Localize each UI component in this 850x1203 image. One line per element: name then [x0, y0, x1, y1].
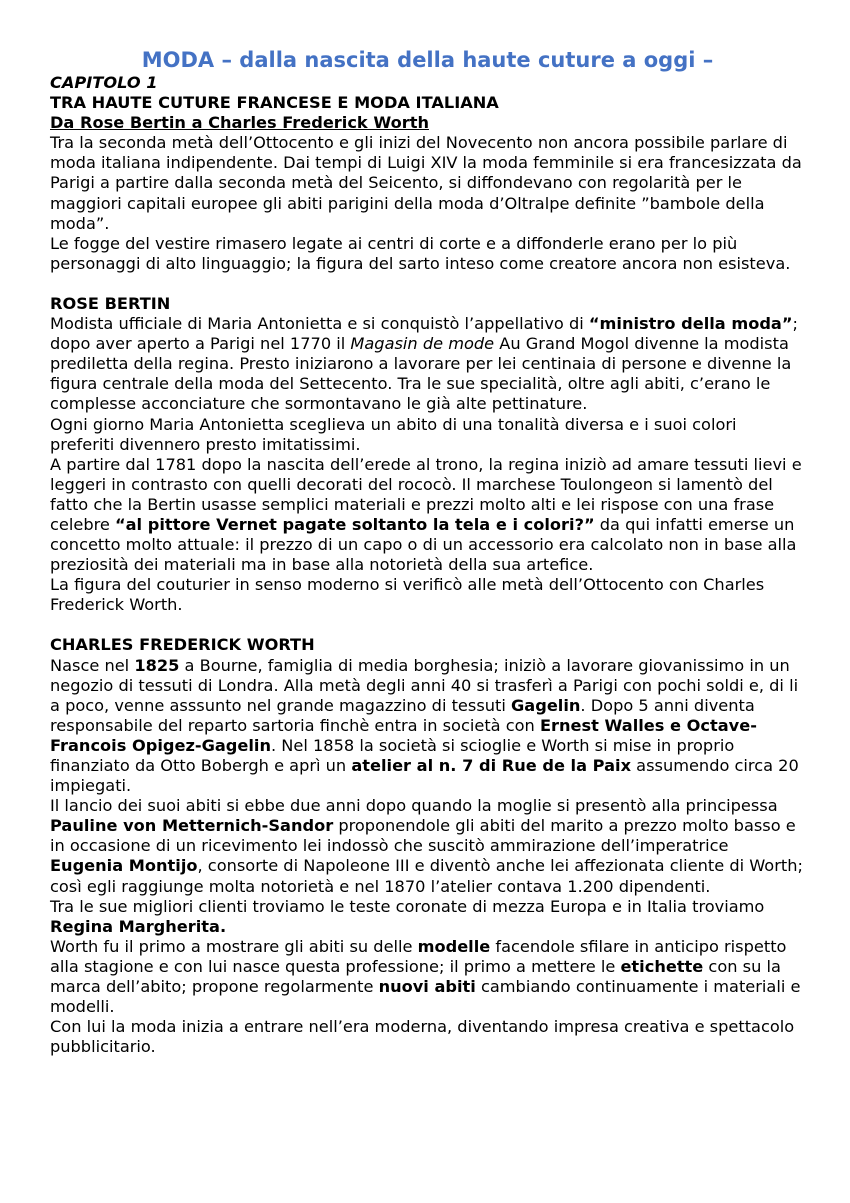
- worth-paragraph: Tra le sue migliori clienti troviamo le teste coronate di mezza Europa e in Italia troviamo Regina Margherita.: [50, 896, 765, 936]
- worth-paragraph: Worth fu il primo a mostrare gli abiti su delle modelle facendole sfilare in anticipo rispetto alla stagione e con lui nasce questa professione; il primo a mettere le etichette con su la marca dell’abito; propone regolarmente nuovi abiti cambiando continuamente i materiali e modelli.: [50, 936, 801, 1017]
- bertin-heading: ROSE BERTIN: [50, 293, 171, 313]
- bertin-paragraph: La figura del couturier in senso moderno si verificò alle metà dell’Ottocento con Charles Frederick Worth.: [50, 575, 765, 615]
- intro-paragraph: Tra la seconda metà dell’Ottocento e gli inizi del Novecento non ancora possibile parlare di moda italiana indipendente. Dai tempi di Luigi XIV la moda femminile si era francesizzata da Parigi a partire dalla seconda metà del Seicento, si diffondevano con regolarità per le maggiori capitali europee gli abiti parigini della moda d’Oltralpe definite ”bambole della moda”.: [50, 133, 802, 233]
- bertin-paragraph: Ogni giorno Maria Antonietta sceglieva un abito di una tonalità diversa e i suoi colori preferiti divennero presto imitatissimi.: [50, 414, 737, 454]
- worth-paragraph: Con lui la moda inizia a entrare nell’era moderna, diventando impresa creativa e spettacolo pubblicitario.: [50, 1017, 795, 1057]
- section-heading: TRA HAUTE CUTURE FRANCESE E MODA ITALIANA: [50, 93, 499, 113]
- chapter-label: CAPITOLO 1: [50, 73, 158, 92]
- document-page: [50, 48, 805, 1057]
- worth-heading: CHARLES FREDERICK WORTH: [50, 635, 315, 655]
- intro-paragraph: Le fogge del vestire rimasero legate ai centri di corte e a diffonderle erano per lo più personaggi di alto linguaggio; la figura del sarto inteso come creatore ancora non esisteva.: [50, 233, 791, 273]
- worth-paragraph: Nasce nel 1825 a Bourne, famiglia di media borghesia; iniziò a lavorare giovanissimo in un negozio di tessuti di Londra. Alla metà degli anni 40 si trasferì a Parigi con pochi soldi e, di li a poco, venne asssunto nel grande magazzino di tessuti Gagelin. Dopo 5 anni diventa responsabile del reparto sartoria finchè entra in società con Ernest Walles e Octave-Francois Opigez-Gagelin. Nel 1858 la società si scioglie e Worth si mise in proprio finanziato da Otto Bobergh e aprì un atelier al n. 7 di Rue de la Paix assumendo circa 20 impiegati.: [50, 655, 799, 796]
- worth-paragraph: Il lancio dei suoi abiti si ebbe due anni dopo quando la moglie si presentò alla principessa Pauline von Metternich-Sandor proponendole gli abiti del marito a prezzo molto basso e in occasione di un ricevimento lei indossò che suscitò ammirazione dell’imperatrice Eugenia Montijo, consorte di Napoleone III e diventò anche lei affezionata cliente di Worth; così egli raggiunge molta notorietà e nel 1870 l’atelier contava 1.200 dipendenti.: [50, 796, 803, 896]
- document-title: MODA – dalla nascita della haute cuture a oggi –: [141, 48, 714, 72]
- section-subheading: Da Rose Bertin a Charles Frederick Worth: [50, 113, 429, 133]
- spacer: [50, 274, 805, 294]
- spacer: [50, 615, 805, 635]
- bertin-paragraph: A partire dal 1781 dopo la nascita dell’erede al trono, la regina iniziò ad amare tessuti lievi e leggeri in contrasto con quelli decorati del rococò. Il marchese Toulongeon si lamentò del fatto che la Bertin usasse semplici materiali e prezzi molto alti e lei rispose con una frase celebre “al pittore Vernet pagate soltanto la tela e i colori?” da qui infatti emerse un concetto molto attuale: il prezzo di un capo o di un accessorio era calcolato non in base alla preziosità dei materiali ma in base alla notorietà della sua artefice.: [50, 454, 802, 575]
- bertin-paragraph: Modista ufficiale di Maria Antonietta e si conquistò l’appellativo di “ministro della moda”; dopo aver aperto a Parigi nel 1770 il Magasin de mode Au Grand Mogol divenne la modista prediletta della regina. Presto iniziarono a lavorare per lei centinaia di persone e divenne la figura centrale della moda del Settecento. Tra le sue specialità, oltre agli abiti, c’erano le complesse acconciature che sormontavano le già alte pettinature.: [50, 314, 798, 414]
